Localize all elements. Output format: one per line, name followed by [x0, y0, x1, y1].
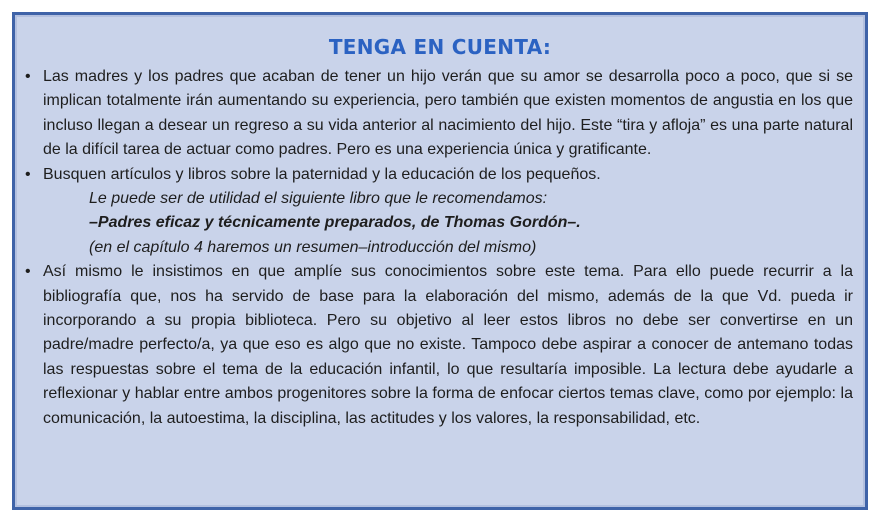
info-box — [12, 12, 868, 510]
bullet-icon: • — [25, 263, 31, 281]
bullet-list — [25, 65, 853, 431]
bullet-icon: • — [25, 165, 31, 183]
box-title: TENGA EN CUENTA: — [328, 35, 552, 59]
chapter-note: (en el capítulo 4 haremos un resumen–introducción del mismo) — [89, 238, 537, 256]
list-item-text: Así mismo le insistimos en que amplíe sus conocimientos sobre este tema. Para ello puede recurrir a la bibliografía que, nos ha servido de base para la elaboración del mismo, además de la que Vd. pueda ir incorporando a su propia biblioteca. Pero su objetivo al leer estos libros no debe ser convertirse en un padre/madre perfecto/a, ya que eso es algo que no existe. Tampoco debe aspirar a conocer de antemano todas las respuestas sobre el tema de la educación infantil, lo que resultaría imposible. La lectura debe ayudarle a reflexionar y hablar entre ambos progenitores sobre la forma de enfocar ciertos temas clave, como por ejemplo: la comunicación, la autoestima, la disciplina, las actitudes y los valores, la responsabilidad, etc. — [43, 263, 853, 427]
list-item-text: Busquen artículos y libros sobre la paternidad y la educación de los pequeños. — [43, 165, 601, 183]
recommendation-intro: Le puede ser de utilidad el siguiente libro que le recomendamos: — [89, 190, 548, 208]
bullet-icon: • — [25, 68, 31, 85]
list-item — [25, 163, 853, 187]
list-item-text: Las madres y los padres que acaban de tener un hijo verán que su amor se desarrolla poco a poco, que si se implican totalmente irán aumentando su experiencia, pero también que existen momentos de angustia en los que incluso llegan a desear un regreso a su vida anterior al nacimiento del hijo. Este “tira y afloja” es una parte natural de la difícil tarea de actuar como padres. Pero es una experiencia única y gratificante. — [43, 68, 853, 159]
list-item — [25, 260, 853, 431]
list-item — [25, 65, 853, 163]
book-title: –Padres eficaz y técnicamente preparados, de Thomas Gordón–. — [89, 214, 581, 232]
